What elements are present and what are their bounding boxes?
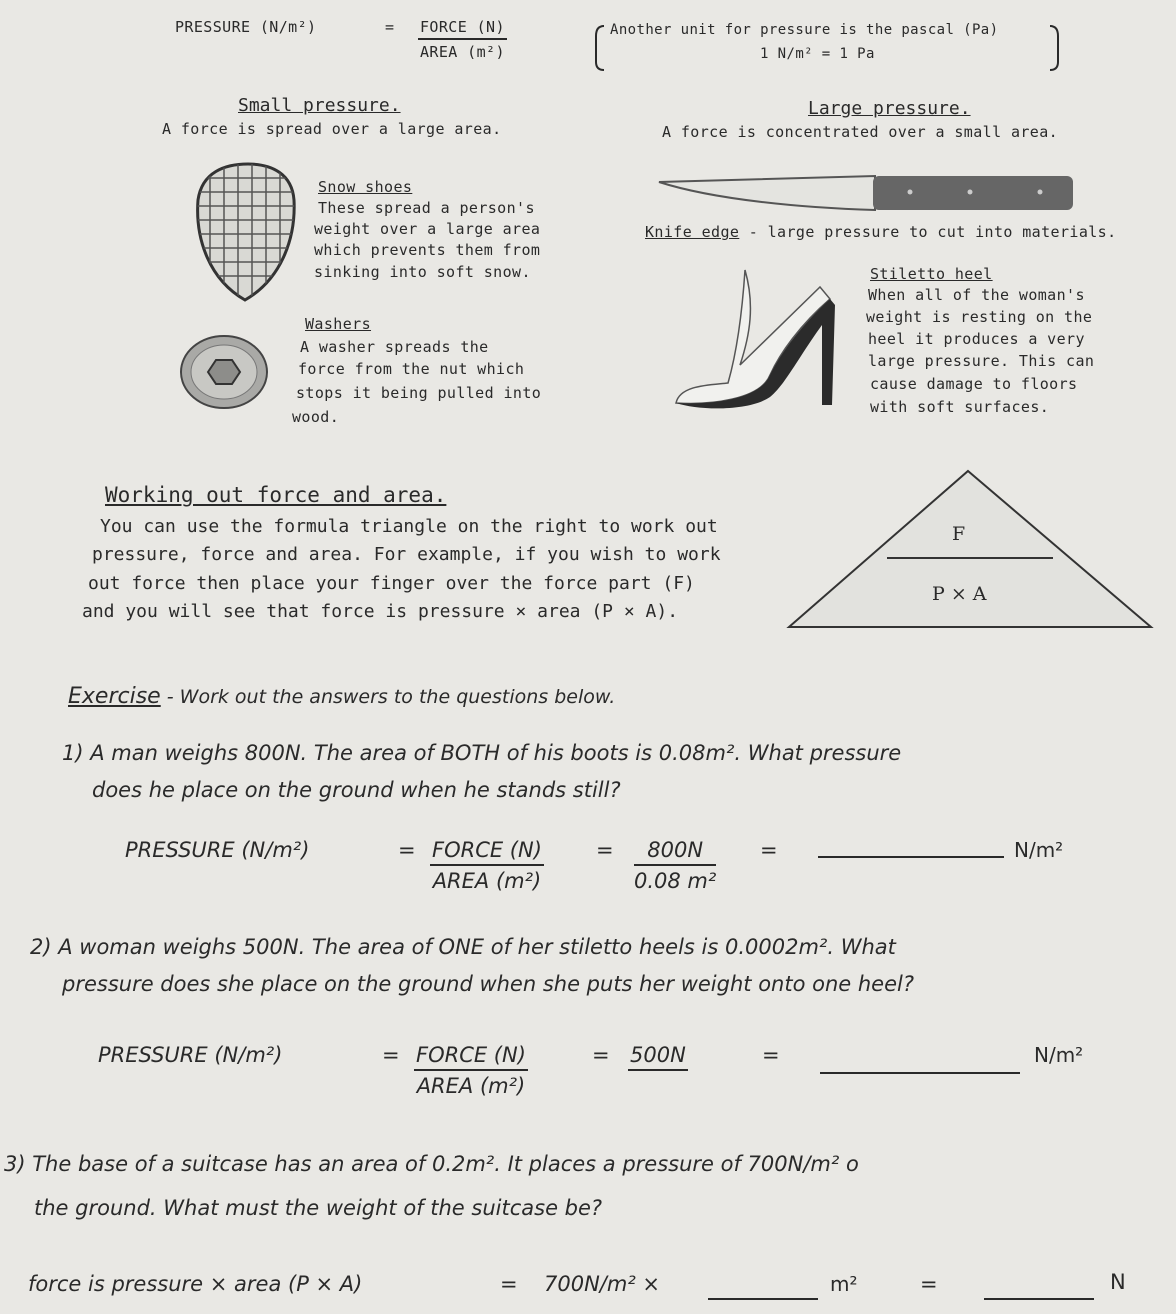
q2-line2: pressure does she place on the ground when she puts her weight onto one heel? (62, 972, 914, 996)
exercise-instructions: - Work out the answers to the questions below. (160, 686, 616, 708)
q3-equals-2: = (920, 1272, 938, 1296)
q3-pressure-times: 700N/m² × (544, 1272, 661, 1296)
snow-shoes-line1: These spread a person's (318, 199, 535, 217)
note-line2: 1 N/m² = 1 Pa (760, 46, 875, 62)
q1-equals-3: = (760, 838, 778, 862)
working-line1: You can use the formula triangle on the right to work out (100, 516, 718, 537)
q1-force-value: 800N (634, 838, 716, 866)
q3-equals-1: = (500, 1272, 518, 1296)
header-area: AREA (m²) (420, 43, 505, 61)
q2-force: FORCE (N) (414, 1043, 528, 1071)
q1-area-value: 0.08 m² (634, 869, 717, 893)
washers-line4: wood. (292, 408, 340, 426)
q1-lhs: PRESSURE (N/m²) (125, 838, 310, 862)
stiletto-line3: heel it produces a very (868, 330, 1085, 348)
exercise-title: Exercise (68, 684, 161, 709)
knife-caption (645, 223, 1117, 241)
small-pressure-desc: A force is spread over a large area. (162, 120, 502, 138)
q2-equals-1: = (382, 1043, 400, 1067)
q2-lhs: PRESSURE (N/m²) (98, 1043, 283, 1067)
large-pressure-desc: A force is concentrated over a small area. (662, 123, 1059, 141)
q1-unit: N/m² (1014, 838, 1064, 862)
q3-line2: the ground. What must the weight of the suitcase be? (34, 1196, 603, 1220)
q2-equals-3: = (762, 1043, 780, 1067)
q3-answer-blank[interactable] (984, 1298, 1094, 1300)
header-fraction (418, 18, 507, 61)
q2-unit: N/m² (1034, 1043, 1084, 1067)
q1-values-fraction (634, 838, 716, 893)
snow-shoes-line3: which prevents them from (314, 241, 541, 259)
stiletto-line2: weight is resting on the (866, 308, 1093, 326)
stiletto-line5: cause damage to floors (870, 375, 1078, 393)
q2-answer-blank[interactable] (820, 1072, 1020, 1074)
q2-area: AREA (m²) (416, 1074, 526, 1098)
note-line1: Another unit for pressure is the pascal (Pa) (610, 22, 999, 38)
working-line2: pressure, force and area. For example, if you wish to work (92, 544, 721, 565)
washer-illustration (178, 333, 270, 411)
q3-unit: N (1110, 1270, 1126, 1294)
q1-line1: 1) A man weighs 800N. The area of BOTH of his boots is 0.08m². What pressure (62, 741, 902, 765)
stiletto-illustration (670, 265, 870, 415)
working-line4: and you will see that force is pressure × area (P × A). (82, 601, 679, 622)
working-line3: out force then place your finger over the force part (F) (88, 573, 695, 594)
washers-title: Washers (305, 315, 372, 333)
q2-equals-2: = (592, 1043, 610, 1067)
knife-title: Knife edge (645, 223, 740, 241)
stiletto-line4: large pressure. This can (868, 352, 1095, 370)
q3-area-blank[interactable] (708, 1298, 818, 1300)
large-pressure-title: Large pressure. (808, 98, 971, 119)
snow-shoes-line4: sinking into soft snow. (314, 263, 531, 281)
small-pressure-title: Small pressure. (238, 95, 401, 116)
q2-force-value: 500N (628, 1043, 688, 1071)
knife-illustration (655, 170, 1080, 218)
q1-formula-fraction (430, 838, 544, 893)
q1-force: FORCE (N) (430, 838, 544, 866)
knife-desc: - large pressure to cut into materials. (739, 223, 1117, 241)
q3-line1: 3) The base of a suitcase has an area of 0.2m². It places a pressure of 700N/m² o (4, 1152, 859, 1176)
q2-values-fraction (628, 1043, 688, 1071)
q1-line2: does he place on the ground when he stands still? (92, 778, 621, 802)
formula-triangle (785, 467, 1155, 632)
washers-line1: A washer spreads the (300, 338, 489, 356)
exercise-heading (68, 684, 615, 709)
stiletto-line6: with soft surfaces. (870, 398, 1050, 416)
q1-equals-2: = (596, 838, 614, 862)
triangle-force-label: F (952, 523, 966, 545)
header-force: FORCE (N) (418, 18, 507, 40)
header-pressure-label: PRESSURE (N/m²) (175, 18, 317, 36)
q3-lhs: force is pressure × area (P × A) (28, 1272, 363, 1296)
q1-equals-1: = (398, 838, 416, 862)
q2-line1: 2) A woman weighs 500N. The area of ONE of her stiletto heels is 0.0002m². What (30, 935, 896, 959)
header-equals: = (385, 18, 395, 36)
snow-shoes-line2: weight over a large area (314, 220, 541, 238)
snow-shoe-illustration (190, 160, 300, 305)
q3-area-unit: m² (830, 1272, 858, 1296)
q1-answer-blank[interactable] (818, 856, 1004, 858)
q1-area: AREA (m²) (432, 869, 542, 893)
q2-formula-fraction (414, 1043, 528, 1098)
stiletto-title: Stiletto heel (870, 265, 993, 283)
working-title: Working out force and area. (105, 483, 447, 507)
stiletto-line1: When all of the woman's (868, 286, 1085, 304)
snow-shoes-title: Snow shoes (318, 178, 413, 196)
washers-line3: stops it being pulled into (296, 384, 542, 402)
triangle-pressure-area-label: P × A (932, 583, 987, 605)
washers-line2: force from the nut which (298, 360, 525, 378)
